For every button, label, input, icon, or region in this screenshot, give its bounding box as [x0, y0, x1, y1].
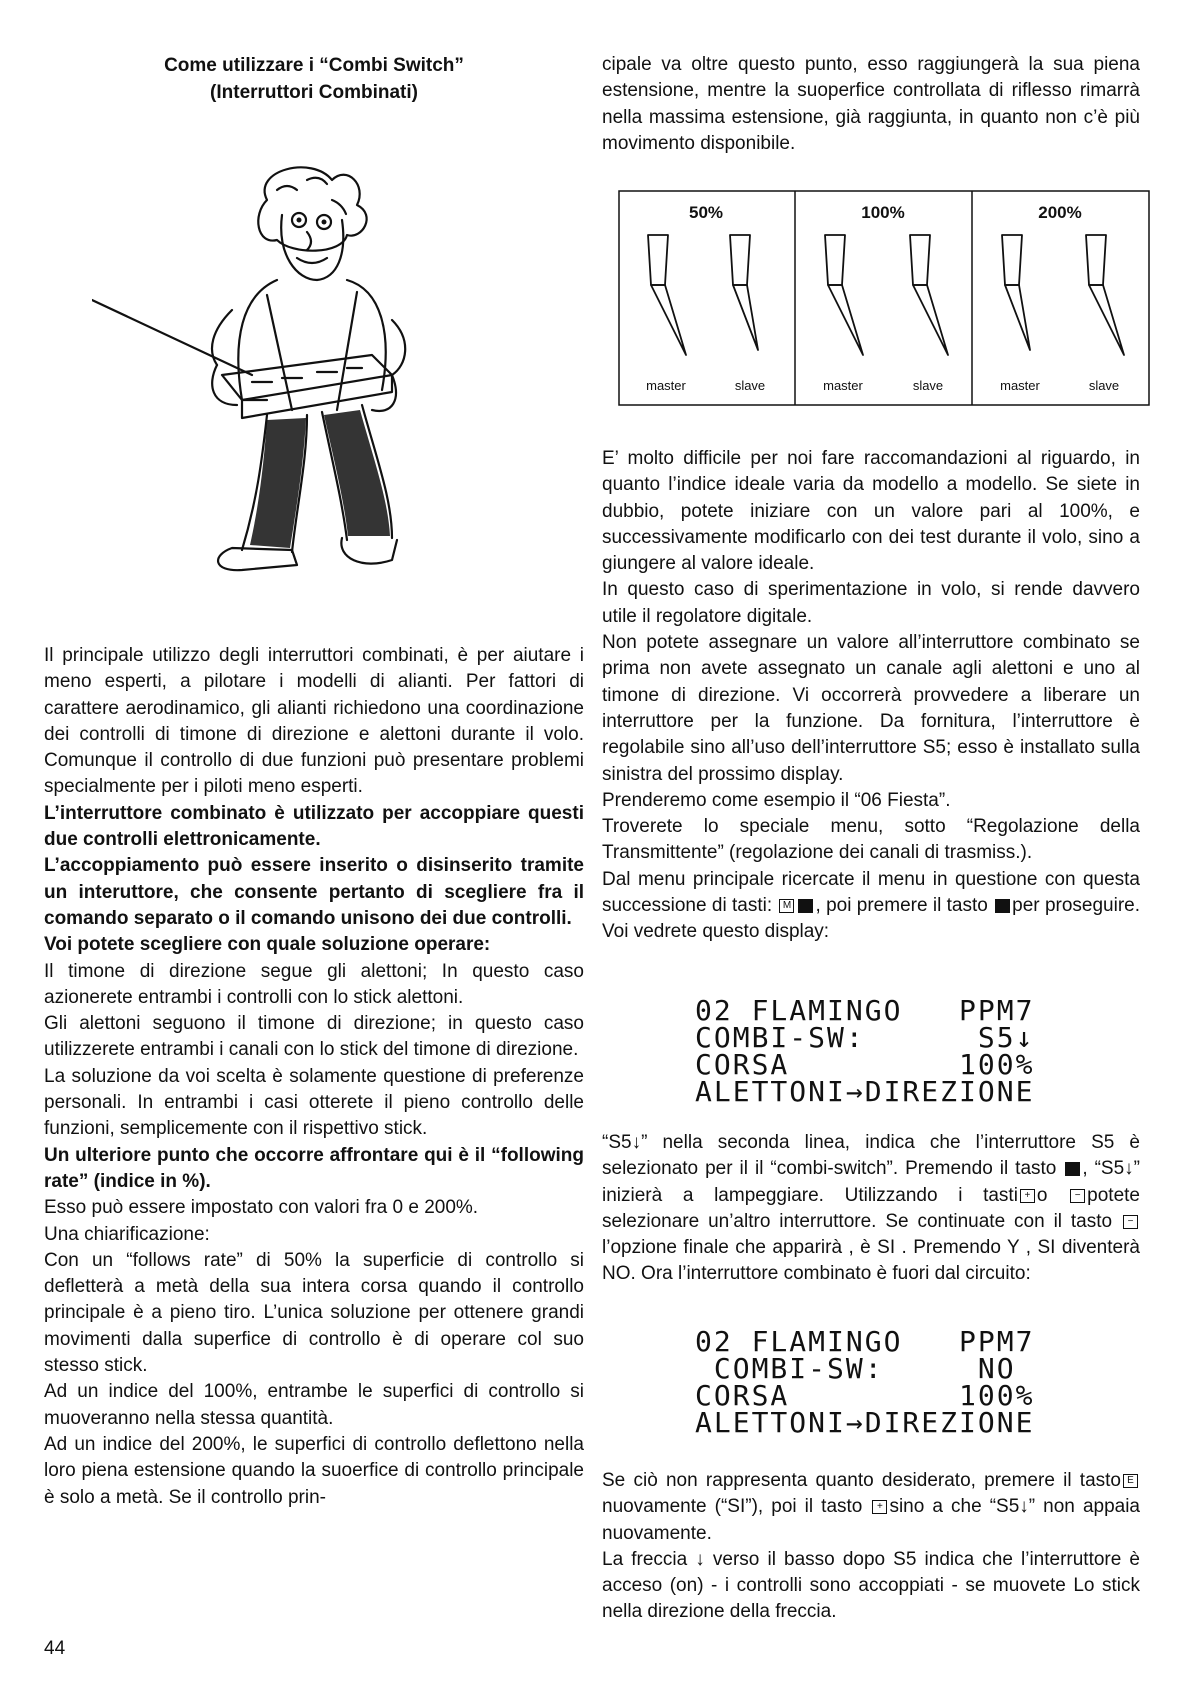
- menu-key-icon: M: [779, 899, 794, 913]
- master-label: master: [646, 378, 686, 393]
- mid-text-d: potete selezionare un’altro interruttore. Se continuate con il tasto: [602, 1184, 1140, 1232]
- left-paragraph: L’accoppiamento può essere inserito o disinserito tramite un interuttore, che consente pertanto di scegliere fra il comando separato o il comando unisono dei due controlli.: [44, 855, 584, 929]
- lcd-display-1: [695, 994, 1035, 1108]
- lcd-line: COMBI-SW: NO: [695, 1352, 1016, 1385]
- bottom-paragraph: [602, 1468, 1140, 1547]
- minus-key-icon: −: [1070, 1189, 1085, 1203]
- right-top-paragraph: cipale va oltre questo punto, esso raggiungerà la sua piena estensione, mentre la suoperfice controllata di riflesso rimarrà nella massima estensione, già raggiunta, in quanto non c’è più movimento disponibile.: [602, 54, 1140, 154]
- bottom-paragraph: La freccia ↓ verso il basso dopo S5 indica che l’interruttore è acceso (on) - i controlli sono accoppiati - se muovete Lo stick nella direzione della freccia.: [602, 1548, 1140, 1623]
- bottom-text-b: nuovamente (“SI”), poi il tasto: [602, 1496, 863, 1518]
- left-paragraph: Ad un indice del 100%, entrambe le superfici di controllo si muoveranno nella stessa quantità.: [44, 1381, 584, 1429]
- bottom-explanation: [602, 1468, 1140, 1626]
- right-paragraph: E’ molto difficile per noi fare raccomandazioni al riguardo, in quanto l’indice ideale varia da modello a modello. Se siete in dubbio, potete iniziare con un valore pari al 100%, e successivamente modificarlo con dei test durante il volo, sino a giungere al valore ideale.: [602, 448, 1140, 575]
- keys-text: , poi premere il tasto: [815, 895, 988, 917]
- left-paragraph: Un ulteriore punto che occorre affrontare qui è il “following rate” (indice in %).: [44, 1144, 584, 1192]
- left-paragraph: Il principale utilizzo degli interruttori combinati, è per aiutare i meno esperti, a pilotare i modelli di alianti. Per fattori di carattere aerodinamico, gli alianti richiedono una coordinazione dei controlli di timone di direzione e alettoni durante il volo. Comunque il controllo di due funzioni può presentare problemi specialmente per i piloti meno esperti.: [44, 645, 584, 798]
- panel-label-100: 100%: [861, 203, 905, 222]
- slave-surface: [1086, 235, 1106, 285]
- next-key-icon: [798, 899, 813, 913]
- slave-deflection: [1089, 285, 1124, 355]
- master-surface: [825, 235, 845, 285]
- lcd-line: CORSA 100%: [695, 1048, 1035, 1081]
- left-paragraph: Con un “follows rate” di 50% la superficie di controllo si defletterà a metà della sua intera corsa quando il controllo principale è a pieno tiro. L’unica soluzione per ottenere grandi movimenti dalla superfice di controllo è di operare col suo stesso stick.: [44, 1249, 584, 1377]
- lcd-display-2: [695, 1325, 1035, 1439]
- right-paragraph: In questo caso di sperimentazione in volo, si rende davvero utile il regolatore digitale.: [602, 579, 1140, 627]
- menu-instructions: Dal menu principale ricercate il menu in questione con questa successione di tasti:: [602, 868, 1140, 917]
- next-key-icon: [995, 899, 1010, 913]
- right-paragraph: Troverete lo speciale menu, sotto “Regolazione della Transmittente” (regolazione dei canali di trasmiss.).: [602, 816, 1140, 864]
- master-deflection: [1005, 285, 1030, 350]
- plus-key-icon: +: [1020, 1189, 1035, 1203]
- mid-paragraph: [602, 1130, 1140, 1288]
- bottom-text-a: Se ciò non rappresenta quanto desiderato, premere il tasto: [602, 1470, 1121, 1491]
- left-paragraph: Il timone di direzione segue gli alettoni; In questo caso azionerete entrambi i controlli con lo stick alettoni.: [44, 960, 584, 1008]
- slave-surface: [730, 235, 750, 285]
- title-line-1: Come utilizzare i “Combi Switch”: [164, 55, 464, 76]
- title-line-2: (Interruttori Combinati): [210, 82, 418, 103]
- master-deflection: [828, 285, 863, 355]
- slave-deflection: [733, 285, 758, 350]
- mid-text-c: o: [1036, 1184, 1048, 1206]
- enter-key-icon: E: [1123, 1474, 1138, 1488]
- slave-label: slave: [1088, 378, 1120, 393]
- mid-text-b: , “S5↓” inizierà a lampeggiare. Utilizzando i tasti: [602, 1158, 1140, 1206]
- left-paragraph: Ad un indice del 200%, le superfici di controllo deflettono nella loro piena estensione quando la suoerfice di controllo principale è solo a metà. Se il controllo prin-: [44, 1433, 584, 1508]
- lcd-line: COMBI-SW: S5↓: [695, 1021, 1035, 1054]
- plus-key-icon: +: [872, 1500, 887, 1514]
- section-title: [44, 52, 584, 106]
- diagram-border: [619, 191, 1149, 405]
- right-column-top-text: [602, 52, 1140, 157]
- mid-text-e: l’opzione finale che apparirà , è SI . Premendo Y , SI diventerà NO. Ora l’interruttore combinato è fuori dal circuito:: [602, 1237, 1140, 1285]
- slave-label: slave: [734, 378, 766, 393]
- pilot-cartoon-illustration: [92, 160, 552, 590]
- lcd-line: ALETTONI→DIREZIONE: [695, 1075, 1035, 1108]
- left-paragraph: Esso può essere impostato con valori fra 0 e 200%.: [44, 1197, 479, 1219]
- slave-surface: [910, 235, 930, 285]
- panel-label-50: 50%: [688, 203, 724, 222]
- next-key-icon: [1065, 1162, 1080, 1176]
- master-surface: [1002, 235, 1022, 285]
- master-deflection: [651, 285, 686, 355]
- switch-explanation: [602, 1130, 1140, 1288]
- lcd-line: ALETTONI→DIREZIONE: [695, 1406, 1035, 1439]
- lcd-line: 02 FLAMINGO PPM7: [695, 1325, 1035, 1358]
- master-surface: [648, 235, 668, 285]
- continue-text: per proseguire. Voi vedrete questo display:: [602, 895, 1141, 943]
- lcd-line: 02 FLAMINGO PPM7: [695, 994, 1035, 1027]
- minus-key-icon: −: [1123, 1215, 1138, 1229]
- slave-deflection: [913, 285, 948, 355]
- left-paragraph: La soluzione da voi scelta è solamente questione di preferenze personali. In entrambi i casi otterete il pieno controllo delle funzioni, semplicemente con il rispettivo stick.: [44, 1065, 584, 1140]
- slave-label: slave: [912, 378, 944, 393]
- bottom-text-c: sino a che “S5↓” non appaia nuovamente.: [602, 1496, 1140, 1544]
- right-paragraph: [602, 867, 1140, 946]
- right-paragraph: Prenderemo come esempio il “06 Fiesta”.: [602, 789, 951, 811]
- left-paragraph: L’interruttore combinato è utilizzato per accoppiare questi due controlli elettronicamente.: [44, 802, 584, 851]
- page-number: 44: [44, 1638, 66, 1659]
- right-paragraph: Non potete assegnare un valore all’interruttore combinato se prima non avete assegnato un canale agli alettoni e uno al timone di direzione. Vi occorrerà provvedere a liberare un interruttore per la funzione. Da fornitura, l’interruttore è regolabile sino all’uso dell’interruttore S5; esso è installato sulla sinistra del prossimo display.: [602, 632, 1140, 785]
- master-label: master: [1000, 378, 1040, 393]
- lcd-line: CORSA 100%: [695, 1379, 1035, 1412]
- left-column-text: [44, 643, 584, 1511]
- master-label: master: [823, 378, 863, 393]
- mid-text-a: “S5↓” nella seconda linea, indica che l’interruttore S5 è selezionato per il il “combi-switch”. Premendo il tasto: [602, 1132, 1140, 1180]
- left-paragraph: Gli alettoni seguono il timone di direzione; in questo caso utilizzerete entrambi i canali con lo stick del timone di direzione.: [44, 1013, 584, 1061]
- left-paragraph: Una chiarificazione:: [44, 1223, 210, 1245]
- right-column-text: [602, 446, 1140, 946]
- left-paragraph: Voi potete scegliere con quale soluzione operare:: [44, 934, 491, 956]
- follow-rate-diagram: [618, 190, 1150, 406]
- panel-label-200: 200%: [1038, 203, 1082, 222]
